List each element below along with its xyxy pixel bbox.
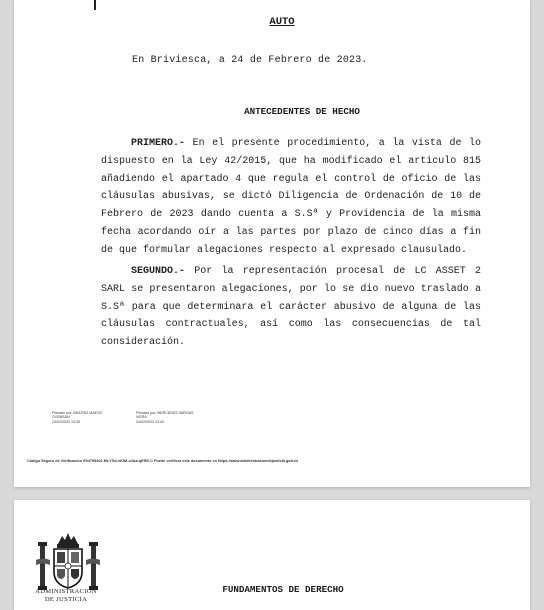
signature-block-1 <box>52 411 102 424</box>
section-heading-fundamentos: FUNDAMENTOS DE DERECHO <box>222 584 344 595</box>
signature-label: Firmado por: MERCEDES VARGAS <box>136 411 194 415</box>
paragraph-lead: SEGUNDO.- <box>131 266 186 277</box>
page-edge-rule <box>94 0 96 10</box>
document-title: AUTO <box>269 16 295 28</box>
signature-date: 24/02/2023 13:42 <box>136 419 164 424</box>
paragraph-segundo <box>101 263 481 352</box>
signature-name: VIERA <box>136 415 147 420</box>
paragraph-body: Por la representación procesal de LC ASSET 2 SARL se presentaron alegaciones, por lo se dio nuevo traslado a S.Sª para que determinara el carácter abusivo de alguna de las cláusulas contractuales, así como las consecuencias de tal consideración. <box>101 266 481 349</box>
signature-name: OYENSAN <box>52 415 70 420</box>
signature-label: Firmado por: BEATRIZ MAESO <box>52 411 103 415</box>
signature-date: 24/02/2023 13:39 <box>52 419 80 424</box>
crest-caption-line-2: DE JUSTICIA <box>44 595 88 603</box>
document-page-2 <box>14 500 530 610</box>
paragraph-lead: PRIMERO.- <box>131 138 186 149</box>
verification-code-line: Código Seguro de Verificación E04799402-MI:YSd-nKiM-v4Aa-qERE-C Puede verificar este documento en https://www.administraciondejusticia.gob.es <box>27 459 299 463</box>
signature-block-2 <box>136 411 193 424</box>
paragraph-body: En el presente procedimiento, a la vista de lo dispuesto en la Ley 42/2015, que ha modificado el articulo 815 añadiendo el apartado 4 que regula el control de oficio de las cláusulas abusivas, se dictó Diligencia de Ordenación de 10 de Febrero de 2023 dando cuenta a S.Sª y Providencia de la misma fecha acordando oír a las partes por plazo de cinco días a fin de que formular alegaciones respecto al expresado clausulado. <box>101 138 481 256</box>
paragraph-primero <box>101 135 481 260</box>
document-page-1 <box>14 0 530 487</box>
section-heading-antecedentes: ANTECEDENTES DE HECHO <box>244 106 360 117</box>
crest-caption-line-1: ADMINISTRACION <box>35 588 97 595</box>
place-and-date: En Briviesca, a 24 de Febrero de 2023. <box>132 55 368 66</box>
